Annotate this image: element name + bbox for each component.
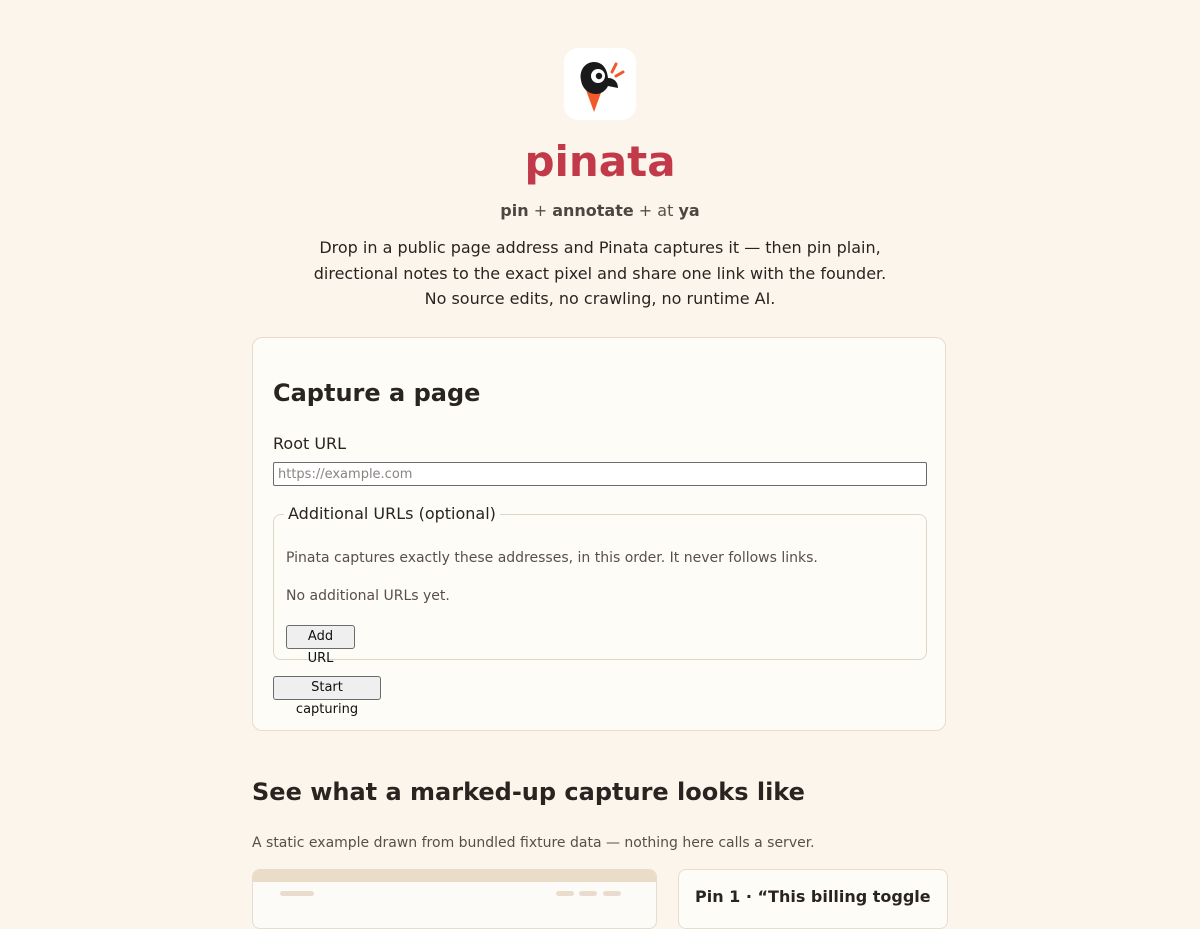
intro-text [300,235,900,312]
additional-urls-empty-state: No additional URLs yet. [286,588,450,604]
app-title: pinata [524,137,676,186]
pin-note-title: Pin 1 · “This billing toggle [695,887,931,906]
pin-note-card [678,869,948,929]
additional-urls-help: Pinata captures exactly these addresses, in this order. It never follows links. [286,550,818,566]
capture-form-heading: Capture a page [273,379,481,407]
intro-line: Drop in a public page address and Pinata captures it — then pin plain, [319,238,881,257]
tagline-word-ya: ya [678,201,700,220]
tagline-plus: + [528,201,553,220]
additional-urls-legend: Additional URLs (optional) [284,504,500,524]
tagline-word-annotate: annotate [552,201,634,220]
tagline-word-pin: pin [500,201,529,220]
example-section-heading: See what a marked-up capture looks like [252,778,805,806]
root-url-label: Root URL [273,434,347,453]
capture-preview [252,869,657,929]
intro-line: directional notes to the exact pixel and share one link with the founder. [313,263,887,283]
intro-line: No source edits, no crawling, no runtime AI. [424,289,776,308]
example-section-subtitle: A static example drawn from bundled fixture data — nothing here calls a server. [252,835,815,851]
preview-placeholder-line [579,891,597,896]
preview-placeholder-line [556,891,574,896]
start-capturing-button[interactable]: Start capturing [273,676,381,700]
tagline-plus-at: + at [633,201,679,220]
root-url-input[interactable] [273,462,927,486]
tagline [0,201,1200,221]
pinata-logo [564,48,636,120]
add-url-button[interactable]: Add URL [286,625,355,649]
capture-form-card [252,337,946,731]
preview-placeholder-line [280,891,314,896]
preview-browser-bar [253,870,656,882]
preview-placeholder-line [603,891,621,896]
additional-urls-fieldset [273,504,927,666]
pin-bird-icon [564,48,636,120]
